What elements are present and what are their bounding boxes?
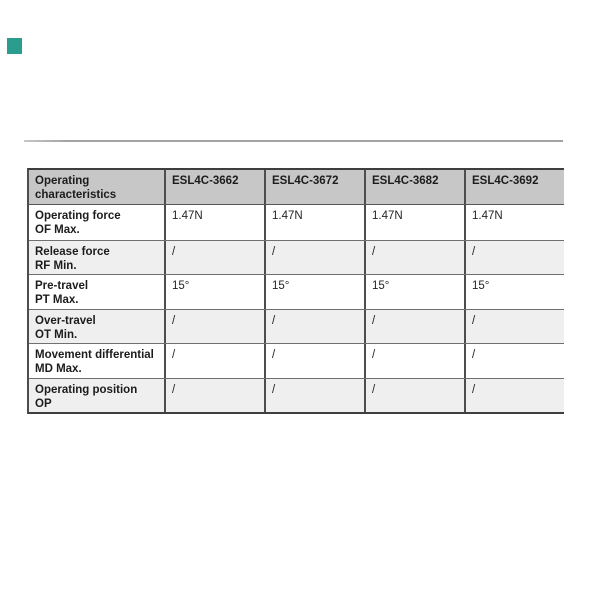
table-row-operating-position	[29, 378, 564, 413]
column-header-esl4c-3682: ESL4C-3682	[364, 170, 464, 204]
table-header-row	[29, 170, 564, 205]
cell-value: 15°	[364, 275, 464, 309]
cell-value: /	[464, 241, 564, 275]
row-label-line1: Over-travel	[35, 314, 96, 327]
row-label-line1: Movement differential	[35, 349, 154, 361]
cell-value: /	[464, 310, 564, 344]
table-header-label: Operating characteristics	[35, 175, 117, 201]
cell-value: /	[364, 379, 464, 413]
cell-value: /	[464, 344, 564, 378]
table-row-release-force	[29, 240, 564, 275]
row-label-line2: OT Min.	[35, 328, 78, 341]
row-label	[29, 275, 164, 309]
cell-value: 1.47N	[364, 205, 464, 240]
operating-characteristics-table	[27, 168, 564, 414]
row-label-line1: Pre-travel	[35, 280, 89, 292]
row-label-line1: Release force	[35, 245, 110, 258]
row-label	[29, 205, 164, 240]
row-label-line2: OP	[35, 397, 52, 410]
row-label	[29, 241, 164, 275]
cell-value: /	[464, 379, 564, 413]
column-header-esl4c-3662: ESL4C-3662	[164, 170, 264, 204]
cell-value: /	[264, 344, 364, 378]
cell-value: 15°	[264, 275, 364, 309]
cell-value: /	[164, 241, 264, 275]
cell-value: /	[264, 379, 364, 413]
row-label-line2: OF Max.	[35, 224, 80, 236]
cell-value: 1.47N	[264, 205, 364, 240]
cell-value: /	[264, 241, 364, 275]
cell-value: /	[364, 344, 464, 378]
column-header-esl4c-3672: ESL4C-3672	[264, 170, 364, 204]
teal-color-swatch	[7, 38, 22, 54]
section-divider-rule	[24, 140, 563, 142]
row-label	[29, 379, 164, 413]
row-label	[29, 344, 164, 378]
cell-value: /	[264, 310, 364, 344]
column-header-esl4c-3692: ESL4C-3692	[464, 170, 564, 204]
cell-value: 1.47N	[464, 205, 564, 240]
row-label	[29, 310, 164, 344]
cell-value: /	[364, 310, 464, 344]
row-label-line2: PT Max.	[35, 294, 79, 306]
cell-value: /	[164, 344, 264, 378]
cell-value: 1.47N	[164, 205, 264, 240]
row-label-line1: Operating force	[35, 210, 121, 222]
cell-value: 15°	[464, 275, 564, 309]
cell-value: /	[164, 310, 264, 344]
table-row-pre-travel	[29, 274, 564, 309]
row-label-line1: Operating position	[35, 383, 138, 396]
table-row-over-travel	[29, 309, 564, 344]
row-label-line2: RF Min.	[35, 259, 77, 272]
cell-value: 15°	[164, 275, 264, 309]
table-row-operating-force	[29, 205, 564, 240]
cell-value: /	[164, 379, 264, 413]
row-label-line2: MD Max.	[35, 363, 82, 375]
table-row-movement-differential	[29, 343, 564, 378]
cell-value: /	[364, 241, 464, 275]
